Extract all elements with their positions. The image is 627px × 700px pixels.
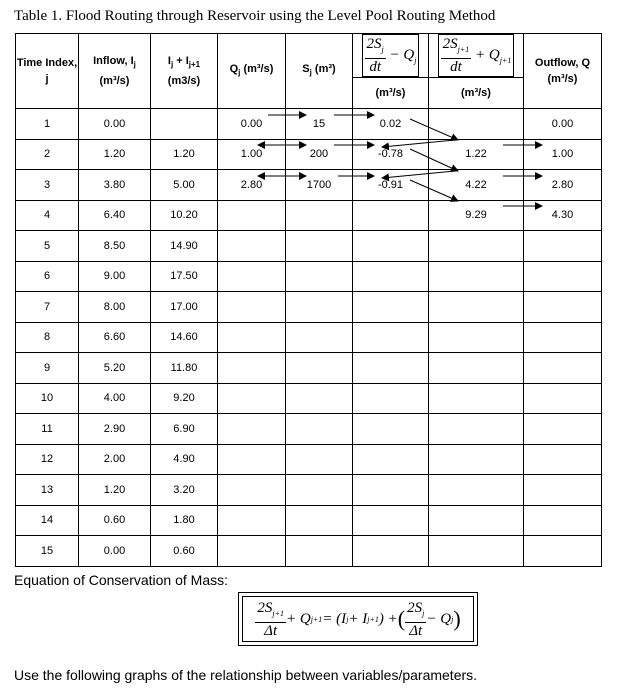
cell-outflow-q: 1.00	[218, 139, 286, 170]
cell-outflow-q	[218, 414, 286, 445]
cell-outflow-q	[218, 292, 286, 323]
header-time-index: Time Index, j	[16, 34, 79, 109]
cell-outflow-q	[218, 536, 286, 567]
cell-outflow	[524, 444, 602, 475]
table-row	[16, 261, 602, 292]
header-col7-unit: (m³/s)	[429, 78, 524, 109]
cell-storage-minus	[353, 444, 429, 475]
cell-time-index: 1	[16, 109, 79, 140]
cell-storage-minus	[353, 292, 429, 323]
cell-storage-minus	[353, 414, 429, 445]
cell-storage-plus	[429, 444, 524, 475]
cell-inflow: 9.00	[79, 261, 151, 292]
cell-storage-plus	[429, 383, 524, 414]
cell-time-index: 15	[16, 536, 79, 567]
cell-time-index: 2	[16, 139, 79, 170]
cell-storage	[286, 200, 353, 231]
cell-outflow-q: 2.80	[218, 170, 286, 201]
cell-storage-minus	[353, 261, 429, 292]
header-storage-plus: $\frac{2S_{j+1}}{dt}$ + $Q_{j+1}$	[429, 34, 524, 78]
cell-inflow-sum: 9.20	[151, 383, 218, 414]
cell-storage-minus	[353, 505, 429, 536]
cell-time-index: 3	[16, 170, 79, 201]
cell-outflow	[524, 322, 602, 353]
table-row	[16, 536, 602, 567]
cell-storage-plus	[429, 353, 524, 384]
cell-outflow: 0.00	[524, 109, 602, 140]
cell-outflow-q	[218, 444, 286, 475]
cell-storage-plus: 4.22	[429, 170, 524, 201]
cell-storage-minus	[353, 322, 429, 353]
table-row	[16, 292, 602, 323]
table-row	[16, 414, 602, 445]
table-row	[16, 383, 602, 414]
cell-outflow-q	[218, 261, 286, 292]
table-row	[16, 353, 602, 384]
cell-time-index: 11	[16, 414, 79, 445]
table-row	[16, 444, 602, 475]
cell-outflow	[524, 292, 602, 323]
cell-storage-plus: 9.29	[429, 200, 524, 231]
cell-time-index: 12	[16, 444, 79, 475]
cell-inflow: 0.00	[79, 109, 151, 140]
cell-storage-plus	[429, 475, 524, 506]
cell-inflow-sum: 1.80	[151, 505, 218, 536]
cell-inflow: 4.00	[79, 383, 151, 414]
routing-table	[15, 33, 602, 567]
table-caption: Table 1. Flood Routing through Reservoir using the Level Pool Routing Method	[14, 8, 496, 24]
cell-time-index: 4	[16, 200, 79, 231]
cell-outflow	[524, 536, 602, 567]
cell-storage	[286, 444, 353, 475]
cell-inflow: 1.20	[79, 475, 151, 506]
cell-inflow-sum: 0.60	[151, 536, 218, 567]
table-row	[16, 170, 602, 201]
cell-inflow-sum: 3.20	[151, 475, 218, 506]
cell-time-index: 13	[16, 475, 79, 506]
header-outflow: Outflow, Q (m³/s)	[524, 34, 602, 109]
cell-storage: 15	[286, 109, 353, 140]
cell-storage-minus: -0.91	[353, 170, 429, 201]
cell-storage: 200	[286, 139, 353, 170]
cell-inflow-sum: 14.60	[151, 322, 218, 353]
header-inflow: Inflow, $I_j$ (m³/s)	[79, 34, 151, 109]
table-row	[16, 139, 602, 170]
cell-outflow-q	[218, 353, 286, 384]
cell-storage-plus	[429, 536, 524, 567]
cell-storage: 1700	[286, 170, 353, 201]
cell-storage-plus	[429, 322, 524, 353]
cell-outflow-q	[218, 475, 286, 506]
cell-storage-plus	[429, 292, 524, 323]
cell-outflow	[524, 353, 602, 384]
cell-time-index: 10	[16, 383, 79, 414]
cell-inflow: 8.50	[79, 231, 151, 262]
cell-inflow: 0.60	[79, 505, 151, 536]
cell-inflow-sum: 4.90	[151, 444, 218, 475]
table-row	[16, 505, 602, 536]
cell-outflow-q: 0.00	[218, 109, 286, 140]
cell-outflow	[524, 475, 602, 506]
cell-storage	[286, 536, 353, 567]
cell-outflow-q	[218, 383, 286, 414]
cell-storage-plus	[429, 231, 524, 262]
cell-storage-minus: -0.78	[353, 139, 429, 170]
header-outflow-q: $Q_j$ (m³/s)	[218, 34, 286, 109]
cell-outflow-q	[218, 231, 286, 262]
cell-storage-plus	[429, 109, 524, 140]
cell-storage	[286, 322, 353, 353]
cell-time-index: 14	[16, 505, 79, 536]
cell-outflow	[524, 261, 602, 292]
cell-storage	[286, 414, 353, 445]
cell-inflow: 5.20	[79, 353, 151, 384]
conservation-equation: $\frac{2S_{j+1}}{\Delta t}$ + Q j+1 = (I j + I j+1 ) + ( $\frac{2S_j}{\Delta t}$ − Q j )	[238, 592, 478, 646]
cell-storage	[286, 353, 353, 384]
header-storage-s: $S_j$ (m³)	[286, 34, 353, 109]
cell-inflow-sum: 14.90	[151, 231, 218, 262]
cell-storage-plus	[429, 261, 524, 292]
cell-inflow: 8.00	[79, 292, 151, 323]
cell-outflow-q	[218, 505, 286, 536]
cell-outflow	[524, 383, 602, 414]
cell-storage-plus	[429, 505, 524, 536]
cell-outflow	[524, 231, 602, 262]
cell-storage-minus	[353, 475, 429, 506]
cell-storage-minus	[353, 200, 429, 231]
cell-storage	[286, 505, 353, 536]
header-inflow-sum: $I_j + I_{j+1}$ (m3/s)	[151, 34, 218, 109]
cell-storage-plus	[429, 414, 524, 445]
cell-outflow-q	[218, 200, 286, 231]
table-row	[16, 475, 602, 506]
cell-time-index: 6	[16, 261, 79, 292]
cell-inflow-sum: 1.20	[151, 139, 218, 170]
cell-storage	[286, 475, 353, 506]
cell-storage-minus	[353, 536, 429, 567]
cell-outflow: 1.00	[524, 139, 602, 170]
header-storage-minus: $\frac{2S_j}{dt}$ − $Q_j$	[353, 34, 429, 78]
header-col6-unit: (m³/s)	[353, 78, 429, 109]
cell-inflow-sum: 10.20	[151, 200, 218, 231]
cell-outflow: 2.80	[524, 170, 602, 201]
cell-inflow: 6.40	[79, 200, 151, 231]
cell-storage-minus	[353, 383, 429, 414]
cell-storage-minus: 0.02	[353, 109, 429, 140]
cell-inflow: 6.60	[79, 322, 151, 353]
cell-time-index: 8	[16, 322, 79, 353]
cell-inflow: 1.20	[79, 139, 151, 170]
cell-outflow-q	[218, 322, 286, 353]
cell-storage-minus	[353, 231, 429, 262]
footer-note: Use the following graphs of the relationship between variables/parameters.	[14, 667, 478, 683]
cell-storage	[286, 261, 353, 292]
cell-inflow-sum: 6.90	[151, 414, 218, 445]
cell-outflow: 4.30	[524, 200, 602, 231]
cell-inflow-sum: 11.80	[151, 353, 218, 384]
cell-outflow	[524, 505, 602, 536]
cell-inflow: 0.00	[79, 536, 151, 567]
cell-storage	[286, 292, 353, 323]
cell-inflow-sum	[151, 109, 218, 140]
cell-inflow-sum: 5.00	[151, 170, 218, 201]
cell-time-index: 9	[16, 353, 79, 384]
table-row	[16, 231, 602, 262]
cell-inflow: 3.80	[79, 170, 151, 201]
cell-inflow-sum: 17.00	[151, 292, 218, 323]
cell-storage-minus	[353, 353, 429, 384]
equation-label: Equation of Conservation of Mass:	[14, 572, 229, 588]
cell-storage	[286, 231, 353, 262]
cell-inflow: 2.90	[79, 414, 151, 445]
table-row	[16, 200, 602, 231]
cell-storage-plus: 1.22	[429, 139, 524, 170]
cell-time-index: 5	[16, 231, 79, 262]
cell-storage	[286, 383, 353, 414]
cell-inflow-sum: 17.50	[151, 261, 218, 292]
cell-time-index: 7	[16, 292, 79, 323]
cell-outflow	[524, 414, 602, 445]
cell-inflow: 2.00	[79, 444, 151, 475]
table-row	[16, 322, 602, 353]
table-row	[16, 109, 602, 140]
